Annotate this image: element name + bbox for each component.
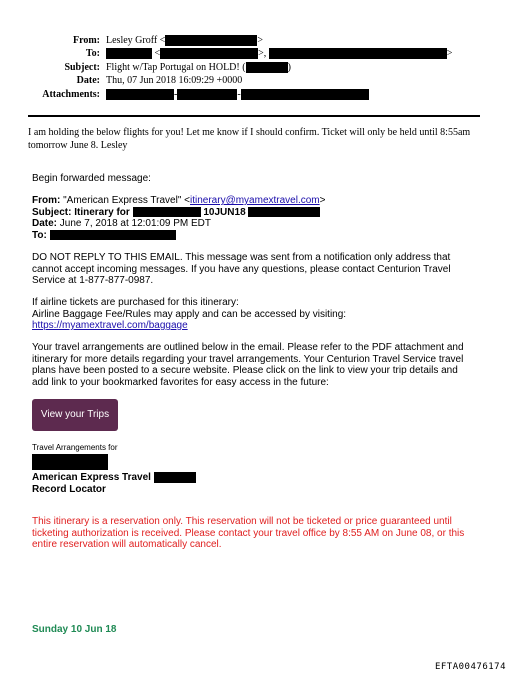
subject-label: Subject: (64, 62, 100, 73)
fwd-to-row: To: (32, 230, 477, 242)
to-label: To: (85, 48, 100, 59)
redaction (165, 35, 257, 46)
record-locator-block (32, 472, 196, 496)
document-id: EFTA00476174 (434, 662, 506, 672)
baggage-link[interactable]: https://myamextravel.com/baggage (32, 320, 188, 331)
amex-label: American Express Travel (32, 472, 151, 484)
redaction (154, 472, 196, 483)
fwd-date-row: Date: June 7, 2018 at 12:01:09 PM EDT (32, 218, 212, 229)
travel-arrangements-for-label: Travel Arrangements for (32, 443, 118, 452)
from-label: From: (72, 35, 100, 46)
record-locator-label: Record Locator (32, 484, 106, 496)
redaction (160, 48, 258, 59)
day-heading: Sunday 10 Jun 18 (32, 624, 117, 635)
header-from-row (0, 34, 512, 48)
redaction (248, 207, 320, 217)
forwarded-label: Begin forwarded message: (32, 173, 151, 184)
redaction (106, 89, 174, 100)
redaction (246, 62, 288, 73)
reservation-warning: This itinerary is a reservation only. This reservation will not be ticketed or price guaranteed until ticketing authorization is received. Please contact your travel office by 8:55 AM on June 08, or this entire reservation will automatically cancel. (32, 516, 465, 550)
fwd-from-email-link[interactable]: itinerary@myamextravel.com (190, 195, 320, 206)
from-value: Lesley Groff < > (106, 35, 263, 46)
attachments-label: Attachments: (42, 89, 100, 100)
header-subject-row (0, 61, 512, 75)
travel-arrangements-text: Your travel arrangements are outlined below in the email. Please refer to the PDF attachment and itinerary for more details regarding your travel arrangements. Your Centurion Travel Service travel plans have been posted to a secure website. Please click on the link to view your trip details and add link to your bookmarked favorites for easy access in the future: (32, 342, 464, 388)
fwd-subject-row: Subject: Itinerary for 10JUN18 (32, 207, 477, 219)
redaction (241, 89, 369, 100)
header-date-row (0, 74, 512, 88)
to-value: < >, > (106, 47, 452, 61)
baggage-info: If airline tickets are purchased for this itinerary: Airline Baggage Fee/Rules may apply and can be accessed by visiting: https://myamextravel.com/baggage (32, 297, 347, 331)
attachments-value[interactable]: - - (106, 88, 369, 102)
date-value: Thu, 07 Jun 2018 16:09:29 +0000 (106, 75, 243, 86)
header-divider (28, 115, 480, 117)
redaction (133, 207, 201, 217)
no-reply-notice: DO NOT REPLY TO THIS EMAIL. This message was sent from a notification only address that cannot accept incoming messages. If you have any questions, please contact Centurion Travel Service at 1-877-877-0987. (32, 252, 451, 286)
redaction (50, 230, 176, 240)
redaction (269, 48, 447, 59)
forwarded-header (32, 195, 477, 241)
redaction (106, 48, 152, 59)
subject-value: Flight w/Tap Portugal on HOLD! ( ) (106, 62, 291, 73)
date-label: Date: (76, 75, 100, 86)
redaction (177, 89, 237, 100)
intro-message: I am holding the below flights for you! Let me know if I should confirm. Ticket will only be held until 8:55am tomorrow June 8. Lesley (28, 127, 471, 151)
header-to-row (0, 47, 512, 61)
view-trips-button[interactable]: View your Trips (32, 399, 118, 431)
fwd-from-row: From: "American Express Travel" <itinerary@myamextravel.com> (32, 195, 326, 206)
header-attachments-row (0, 88, 512, 102)
traveler-name-redaction (32, 454, 108, 470)
